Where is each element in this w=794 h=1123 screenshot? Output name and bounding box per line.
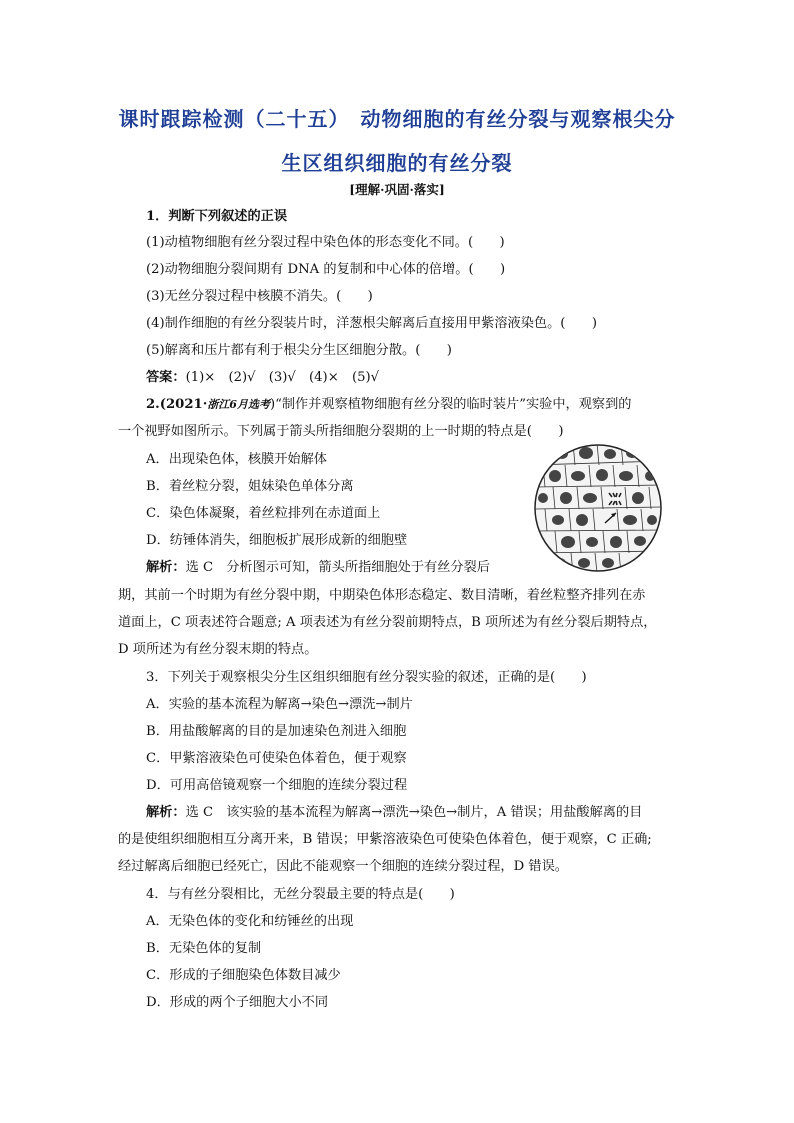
q4-option-b: B．无染色体的复制 (146, 941, 262, 956)
q2-option-d: D．纺锤体消失，细胞板扩展形成新的细胞壁 (146, 533, 408, 548)
q2-stem-text: )“制作并观察植物细胞有丝分裂的临时装片”实验中，观察到的 (269, 397, 632, 412)
q2-analysis-text: 选 C 分析图示可知，箭头所指细胞处于有丝分裂后 (185, 560, 490, 575)
page-title-line-1: 课时跟踪检测（二十五） 动物细胞的有丝分裂与观察根尖分 (118, 107, 676, 131)
q3-option-c: C．甲紫溶液染色可使染色体着色，便于观察 (146, 751, 407, 766)
q4-stem: 4．与有丝分裂相比，无丝分裂最主要的特点是( ) (146, 887, 455, 902)
q4-option-d: D．形成的两个子细胞大小不同 (146, 995, 329, 1010)
q2-analysis-line-3: 道面上，C 项表述符合题意; A 项表述为有丝分裂前期特点，B 项所述为有丝分裂后期特点， (118, 615, 657, 630)
q2-stem-line-2: 一个视野如图所示。下列属于箭头所指细胞分裂期的上一时期的特点是( ) (118, 424, 564, 439)
analysis-label: 解析： (146, 805, 186, 820)
q2-option-c: C．染色体凝聚，着丝粒排列在赤道面上 (146, 506, 381, 521)
q1-item-4: (4)制作细胞的有丝分裂装片时，洋葱根尖解离后直接用甲紫溶液染色。( ) (146, 316, 597, 331)
answer-label: 答案： (146, 370, 186, 385)
q1-stem: 1．判断下列叙述的正误 (146, 209, 288, 224)
q2-option-a: A．出现染色体，核膜开始解体 (146, 452, 327, 467)
q2-option-b: B．着丝粒分裂，姐妹染色单体分离 (146, 479, 354, 494)
q1-item-2: (2)动物细胞分裂间期有 DNA 的复制和中心体的倍增。( ) (146, 262, 506, 277)
q2-number: 2.(2021· (146, 397, 208, 412)
analysis-label: 解析： (146, 560, 186, 575)
q4-option-c: C．形成的子细胞染色体数目减少 (146, 968, 341, 983)
q3-option-a: A．实验的基本流程为解离→染色→漂洗→制片 (146, 697, 413, 712)
q3-option-d: D．可用高倍镜观察一个细胞的连续分裂过程 (146, 778, 408, 793)
q4-option-a: A．无染色体的变化和纺锤丝的出现 (146, 914, 354, 929)
q1-item-1: (1)动植物细胞有丝分裂过程中染色体的形态变化不同。( ) (146, 235, 505, 250)
q3-analysis-line-1 (146, 804, 642, 822)
section-subtitle: [理解·巩固·落实] (349, 182, 445, 197)
q3-stem: 3．下列关于观察根尖分生区组织细胞有丝分裂实验的叙述，正确的是( ) (146, 670, 587, 685)
q2-analysis-line-4: D 项所述为有丝分裂末期的特点。 (118, 642, 318, 657)
q2-analysis-line-1 (146, 559, 490, 577)
q3-analysis-line-2: 的是使组织细胞相互分离开来，B 错误；甲紫溶液染色可使染色体着色，便于观察，C 正确; (118, 832, 652, 847)
q1-item-3: (3)无丝分裂过程中核膜不消失。( ) (146, 289, 373, 304)
q3-analysis-line-3: 经过解离后细胞已经死亡，因此不能观察一个细胞的连续分裂过程，D 错误。 (118, 859, 568, 874)
microscope-field-figure (533, 443, 663, 573)
q3-analysis-text: 选 C 该实验的基本流程为解离→漂洗→染色→制片，A 错误；用盐酸解离的目 (185, 805, 643, 820)
q2-analysis-line-2: 期，其前一个时期为有丝分裂中期，中期染色体形态稳定、数目清晰，着丝粒整齐排列在赤 (118, 588, 646, 603)
q2-source: 浙江6月选考 (207, 398, 270, 411)
q3-option-b: B．用盐酸解离的目的是加速染色剂进入细胞 (146, 724, 407, 739)
page-title-line-2: 生区组织细胞的有丝分裂 (281, 151, 513, 175)
q1-answer (146, 369, 379, 387)
q2-stem-line-1 (146, 396, 631, 414)
q1-item-5: (5)解离和压片都有利于根尖分生区细胞分散。( ) (146, 343, 452, 358)
answer-text: (1)× (2)√ (3)√ (4)× (5)√ (185, 370, 380, 385)
